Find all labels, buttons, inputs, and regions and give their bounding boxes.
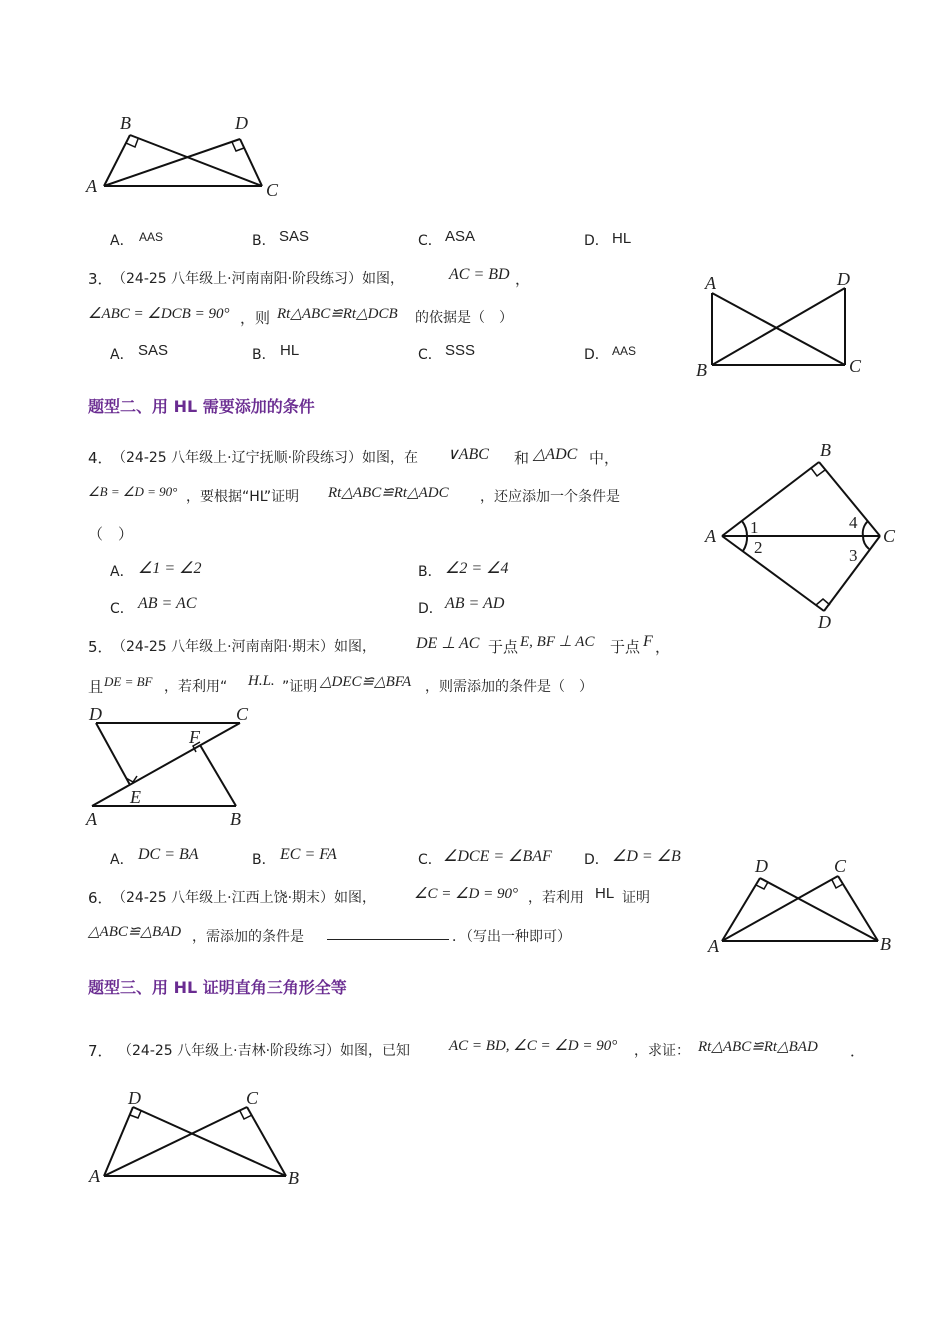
q3-option-b[interactable]: HL [280,342,300,359]
q2-option-c[interactable]: ASA [445,228,476,245]
q5-comma: ， [655,638,671,656]
q7-source: （24-25 八年级上·吉林·阶段练习）如图，已知 [118,1043,411,1059]
q2-option-c-letter: C． [418,233,442,249]
q3-option-c-letter: C． [418,347,442,363]
q4-source: （24-25 八年级上·辽宁抚顺·阶段练习）如图，在 [112,450,419,466]
q5-text3: ”证明 [282,679,318,695]
q7-period: ． [850,1042,866,1060]
label-b: B [120,113,131,133]
q3-source: （24-25 八年级上·河南南阳·阶段练习）如图， [112,271,405,287]
q3-cond2: ∠ABC = ∠DCB = 90° [88,306,230,322]
q4-option-c[interactable]: AB = AC [138,595,197,612]
q2-option-a[interactable]: AAS [139,230,164,244]
q7-label-c: C [246,1088,259,1108]
q6-cond: ∠C = ∠D = 90° [414,886,518,902]
q3-then: ，则 [240,309,271,327]
q6-text2: ，若利用 [528,890,584,906]
q4-text3: ，还应添加一个条件是 [480,489,620,505]
q6-number: 6． [88,889,113,907]
label-a: A [86,176,97,196]
q4-cond: ∠B = ∠D = 90° [88,484,178,499]
q4-option-a[interactable]: ∠1 = ∠2 [138,560,202,577]
q5-option-c[interactable]: ∠DCE = ∠BAF [443,848,552,865]
q5-points: E, BF ⊥ AC [520,634,595,650]
q4-congruence: Rt△ABC≌Rt△ADC [328,485,449,501]
q4-label-c: C [883,526,896,546]
q5-congruence: △DEC≌△BFA [320,674,412,690]
q4-label-d: D [818,612,831,632]
q3-label-c: C [849,356,862,376]
q3-congruence: Rt△ABC≌Rt△DCB [277,306,398,322]
q4-option-b-letter: B． [418,564,442,580]
q6-label-b: B [880,934,891,954]
q4-number: 4． [88,449,113,467]
q2-option-d[interactable]: HL [612,230,632,247]
q5-label-d: D [89,704,102,724]
q6-source: （24-25 八年级上·江西上饶·期末）如图， [112,890,377,906]
q5-option-a-letter: A． [110,852,134,868]
q3-ask: 的依据是（ ） [415,310,513,326]
q4-option-d-letter: D． [418,601,443,617]
q3-option-a-letter: A． [110,347,134,363]
q6-label-c: C [834,856,847,876]
q2-option-b-letter: B． [252,233,276,249]
q7-label-d: D [128,1088,141,1108]
q5-ask: ，则需添加的条件是（ ） [425,679,593,695]
q4-mid: 中， [589,449,620,467]
q5-number: 5． [88,638,113,656]
q4-label-a: A [705,526,716,546]
q5-source: （24-25 八年级上·河南南阳·期末）如图， [112,639,377,655]
q3-option-b-letter: B． [252,347,276,363]
q4-and: 和 [514,449,530,467]
q5-text2: ，若利用“ [164,679,228,695]
q5-option-d[interactable]: ∠D = ∠B [612,848,681,865]
q5-label-f: F [189,727,200,747]
q2-option-b[interactable]: SAS [279,228,310,245]
q3-comma: ， [515,270,531,288]
q6-tail: ．（写出一种即可） [452,929,571,945]
q5-option-a[interactable]: DC = BA [138,846,199,863]
q4-tri1: ∨ABC [447,446,489,463]
q5-label-b: B [230,809,241,829]
q4-option-d[interactable]: AB = AD [445,595,505,612]
q5-at1: 于点 [488,638,519,656]
q3-label-b: B [696,360,707,380]
q5-label-c: C [236,704,249,724]
q5-cond1: DE ⊥ AC [416,635,480,652]
q5-at2: 于点 [610,638,641,656]
q5-pf: F [643,633,653,650]
q7-congruence: Rt△ABC≌Rt△BAD [698,1039,818,1055]
q6-label-d: D [755,856,768,876]
label-d: D [235,113,248,133]
q7-cond: AC = BD, ∠C = ∠D = 90° [449,1038,618,1054]
q4-angle-3: 3 [849,546,858,565]
q7-text2: ，求证： [634,1043,690,1059]
q5-option-b[interactable]: EC = FA [280,846,337,863]
q3-option-d[interactable]: AAS [612,344,637,358]
q3-label-d: D [837,269,850,289]
q5-option-d-letter: D． [584,852,609,868]
label-c: C [266,180,279,200]
q3-option-d-letter: D． [584,347,609,363]
q4-option-c-letter: C． [110,601,134,617]
q5-cond2: DE = BF [104,674,153,689]
q4-option-a-letter: A． [110,564,134,580]
q5-option-b-letter: B． [252,852,276,868]
q4-option-b[interactable]: ∠2 = ∠4 [445,560,509,577]
q5-hl: H.L. [248,673,275,689]
q6-hl: HL [595,885,615,902]
q5-and: 且 [88,678,104,696]
q6-text3: 证明 [622,890,650,906]
q4-tri2: △ADC [533,446,578,463]
section-3-title: 题型三、用 HL 证明直角三角形全等 [88,978,347,997]
q7-label-b: B [288,1168,299,1188]
q7-label-a: A [89,1166,100,1186]
q3-label-a: A [705,273,716,293]
q5-label-e: E [130,787,141,807]
q4-angle-4: 4 [849,513,858,532]
q4-angle-2: 2 [754,538,763,557]
q2-option-d-letter: D． [584,233,609,249]
q4-text2: ，要根据“HL”证明 [186,489,300,505]
q6-text4: ，需添加的条件是 [192,929,304,945]
section-2-title: 题型二、用 HL 需要添加的条件 [88,397,315,416]
q7-number: 7． [88,1042,113,1060]
q4-label-b: B [820,440,831,460]
q3-option-a[interactable]: SAS [138,342,169,359]
q5-option-c-letter: C． [418,852,442,868]
q3-cond1: AC = BD [449,266,510,283]
q3-option-c[interactable]: SSS [445,342,476,359]
q6-congruence: △ABC≌△BAD [88,924,182,940]
q4-paren: （ ） [88,525,134,543]
q2-option-a-letter: A． [110,233,134,249]
q4-angle-1: 1 [750,518,759,537]
q3-number: 3． [88,270,113,288]
q5-label-a: A [86,809,97,829]
q6-label-a: A [708,936,719,956]
